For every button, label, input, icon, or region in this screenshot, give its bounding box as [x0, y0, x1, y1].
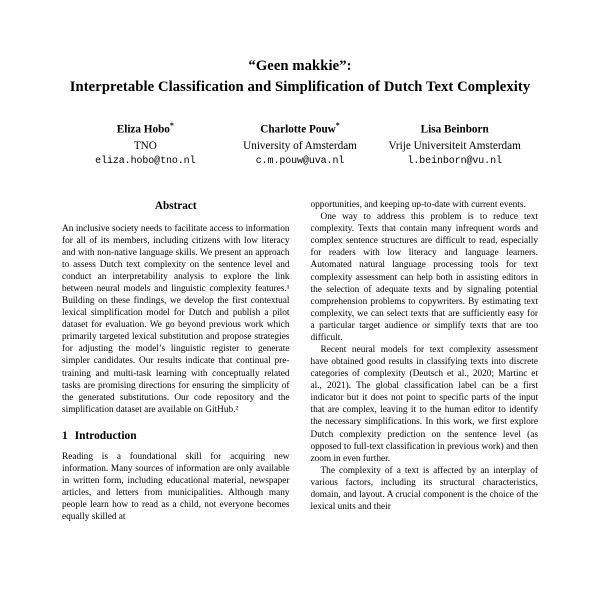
- page-title: [62, 56, 538, 98]
- author-affiliation: TNO: [133, 139, 157, 152]
- author-block: [68, 120, 223, 169]
- intro-paragraph-4: The complexity of a text is affected by an interplay of various factors, including its structural characteristics, domain, and layout. A crucial component is the choice of the lexical units and their: [310, 465, 538, 512]
- author-affiliation: Vrije Universiteit Amsterdam: [388, 139, 521, 152]
- intro-paragraph-1-continued: opportunities, and keeping up-to-date with current events.: [310, 200, 526, 211]
- author-name-text: Lisa Beinborn: [420, 124, 489, 137]
- intro-paragraph-1: Reading is a foundational skill for acquiring new information. Many sources of information are only available in written form, including educational material, newspaper articles, and letters from municipalities. Although many people learn how to read as a child, not everyone becomes equally skilled at: [62, 451, 290, 523]
- abstract-heading: Abstract: [154, 200, 197, 213]
- title-line-1: “Geen makkie”:: [248, 58, 352, 74]
- author-name-text: Charlotte Pouw: [260, 124, 336, 137]
- body-columns: [62, 199, 538, 523]
- author-email[interactable]: c.m.pouw@uva.nl: [255, 155, 345, 167]
- author-name: [377, 120, 532, 139]
- author-email[interactable]: l.beinborn@vu.nl: [407, 155, 502, 167]
- abstract-text: An inclusive society needs to facilitate access to information for all of its members, including citizens with low literacy and with non-native language skills. We present an approach to assess Dutch text complexity on the sentence level and conduct an interpretability analysis to explore the link between neural models and linguistic complexity features.¹ Building on these findings, we develop the first contextual lexical simplification model for Dutch and publish a pilot dataset for evaluation. We go beyond previous work which primarily targeted lexical substitution and propose strategies for adjusting the model’s linguistic register to generate simpler candidates. Our results indicate that continual pre-training and multi-task learning with conceptually related tasks are promising directions for ensuring the simplicity of the generated substitutions. Our code repository and the simplification dataset are available on GitHub.²: [62, 223, 290, 415]
- author-email[interactable]: eliza.hobo@tno.nl: [95, 155, 196, 167]
- intro-paragraph-3: Recent neural models for text complexity assessment have obtained good results in classifying texts into discrete categories of complexity (Deutsch et al., 2020; Martinc et al., 2021). The global classification label can be a first indicator but it does not point to specific parts of the input that are complex, leaving it to the human editor to identify the necessary simplifications. In this work, we first explore Dutch complexity prediction on the sentence level (as opposed to full-text classification in previous work) and then zoom in even further.: [310, 344, 538, 464]
- author-affiliation: University of Amsterdam: [243, 139, 357, 152]
- author-block: [377, 120, 532, 169]
- author-list: [62, 120, 538, 169]
- author-name-text: Eliza Hobo: [116, 124, 170, 137]
- title-line-2: Interpretable Classification and Simplification of Dutch Text Complexity: [69, 79, 531, 96]
- author-affiliation-marker: *: [169, 121, 174, 131]
- left-column: [62, 199, 290, 523]
- right-column: [311, 199, 539, 523]
- author-name: [223, 120, 378, 139]
- section-number: 1: [62, 429, 68, 442]
- section-heading-introduction: [62, 429, 290, 444]
- author-affiliation-marker: *: [335, 121, 340, 131]
- intro-paragraph-2: One way to address this problem is to reduce text complexity. Texts that contain many infrequent words and complex sentence structures are difficult to read, especially for readers with low literacy and language learners. Automated natural language processing tools for text complexity assessment can help both in assisting editors in the selection of adequate texts and by signaling potential comprehension problems to copywriters. By estimating text complexity, we can select texts that are sufficiently easy for a particular target audience or simplify texts that are too difficult.: [310, 212, 538, 343]
- author-name: [68, 120, 223, 139]
- author-block: [223, 120, 378, 169]
- section-title: Introduction: [74, 429, 137, 442]
